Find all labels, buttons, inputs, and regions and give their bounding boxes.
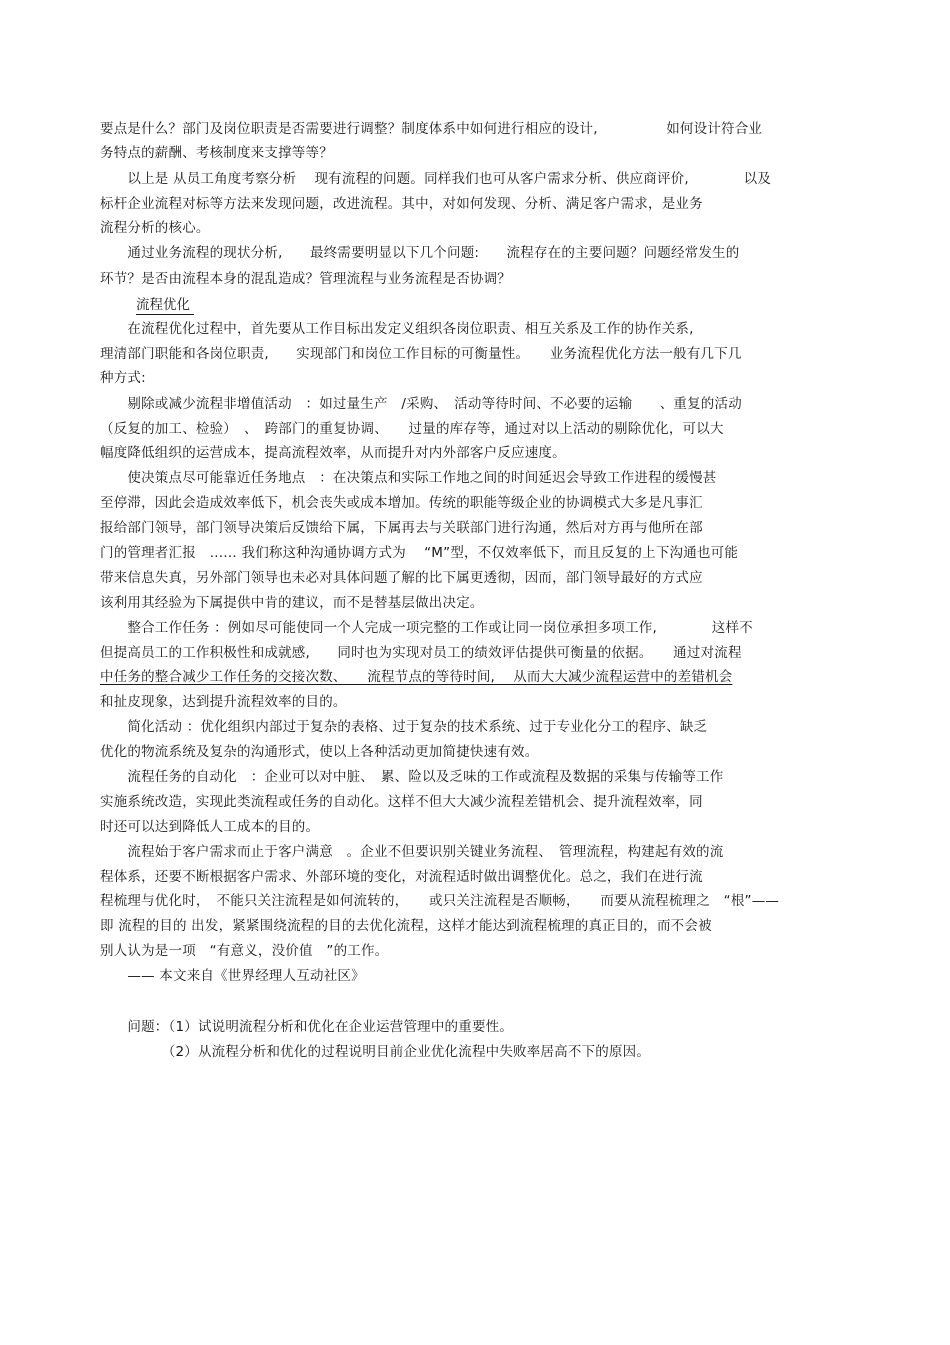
text-line: 流程任务的自动化 ：企业可以对中脏、 累、险以及乏味的工作或流程及数据的采集与传输等工作: [100, 769, 724, 785]
text-line: 要点是什么？部门及岗位职责是否需要进行调整？制度体系中如何进行相应的设计, 如何设计符合业: [100, 121, 763, 137]
source-line: —— 本文来自《世界经理人互动社区》: [100, 968, 365, 984]
text-line: 程梳理与优化时， 不能只关注流程是如何流转的， 或只关注流程是否顺畅， 而要从流程梳理之 “根”——: [100, 893, 780, 909]
text-line: 简化活动 ：优化组织内部过于复杂的表格、过于复杂的技术系统、过于专业化分工的程序、缺乏: [100, 719, 708, 735]
text-line: 务特点的薪酬、考核制度来支撑等等？: [100, 145, 333, 161]
question-1: 问题：（1）试说明流程分析和优化在企业运营管理中的重要性。: [100, 1019, 514, 1035]
text-line: 即 流程的目的 出发，紧紧围绕流程的目的去优化流程，这样才能达到流程梳理的真正目的，而不会被: [100, 918, 712, 934]
text-line: 时还可以达到降低人工成本的目的。: [100, 819, 320, 835]
text-line: 通过业务流程的现状分析, 最终需要明显以下几个问题: 流程存在的主要问题？问题经常发生的: [100, 245, 740, 261]
text-line: 该利用其经验为下属提供中肯的建议，而不是替基层做出决定。: [100, 595, 484, 611]
text-line: 整合工作任务 ：例如尽可能使同一个人完成一项完整的工作或让同一岗位承担多项工作, 这样不: [100, 620, 753, 636]
text-line: 优化的物流系统及复杂的沟通形式，使以上各种活动更加简捷快速有效。: [100, 744, 539, 760]
text-line: 理清部门职能和各岗位职责, 实现部门和岗位工作目标的可衡量性。 业务流程优化方法一般有几下几: [100, 346, 742, 362]
text-line-underlined: 中任务的整合减少工作任务的交接次数、 流程节点的等待时间, 从而大大减少流程运营中的差错机会: [100, 669, 733, 685]
text-line: 程体系，还要不断根据客户需求、外部环境的变化，对流程适时做出调整优化。总之，我们在进行流: [100, 869, 703, 885]
text-line: 带来信息失真，另外部门领导也未必对具体问题了解的比下属更透彻，因而，部门领导最好的方式应: [100, 570, 703, 586]
text-line: 但提高员工的工作积极性和成就感, 同时也为实现对员工的绩效评估提供可衡量的依据。 通过对流程: [100, 645, 742, 661]
text-line: 在流程优化过程中，首先要从工作目标出发定义组织各岗位职责、相互关系及工作的协作关系,: [100, 321, 694, 337]
text-line: 幅度降低组织的运营成本，提高流程效率，从而提升对内外部客户反应速度。: [100, 445, 566, 461]
text-line: 门的管理者汇报 …… 我们称这种沟通协调方式为 “M”型，不仅效率低下，而且反复的上下沟通也可能: [100, 545, 739, 561]
text-line: 报给部门领导，部门领导决策后反馈给下属，下属再去与关联部门进行沟通，然后对方再与他所在部: [100, 520, 703, 536]
text-line: （反复的加工、检验） 、 跨部门的重复协调、 过量的库存等，通过对以上活动的剔除优化，可以大: [100, 421, 724, 437]
text-line: 使决策点尽可能靠近任务地点 ：在决策点和实际工作地之间的时间延迟会导致工作进程的缓慢甚: [100, 470, 717, 486]
text-line: 别人认为是一项 “有意义，没价值 ”的工作。: [100, 943, 389, 959]
text-line: 以上是 从员工角度考察分析 现有流程的问题。同样我们也可从客户需求分析、供应商评价, 以及: [100, 171, 772, 187]
text-line: 流程分析的核心。: [100, 220, 210, 236]
text-line: 标杆企业流程对标等方法来发现问题，改进流程。其中，对如何发现、分析、满足客户需求，是业务: [100, 196, 703, 212]
text-line: 种方式:: [100, 370, 146, 386]
text-line: 流程始于客户需求而止于客户满意 。企业不但要识别关键业务流程、 管理流程，构建起有效的流: [100, 844, 724, 860]
question-2: （2）从流程分析和优化的过程说明目前企业优化流程中失败率居高不下的原因。: [100, 1044, 651, 1060]
text-line: 至停滞，因此会造成效率低下，机会丧失或成本增加。传统的职能等级企业的协调模式大多是凡事汇: [100, 495, 703, 511]
text-line: 环节？是否由流程本身的混乱造成？管理流程与业务流程是否协调？: [100, 271, 511, 287]
section-heading: 流程优化: [136, 296, 194, 315]
text-line: 和扯皮现象，达到提升流程效率的目的。: [100, 694, 347, 710]
text-line: 剔除或减少流程非增值活动 ：如过量生产 /采购、 活动等待时间、不必要的运输 、重复的活动: [100, 396, 742, 412]
text-line: 实施系统改造，实现此类流程或任务的自动化。这样不但大大减少流程差错机会、提升流程效率，同: [100, 794, 703, 810]
